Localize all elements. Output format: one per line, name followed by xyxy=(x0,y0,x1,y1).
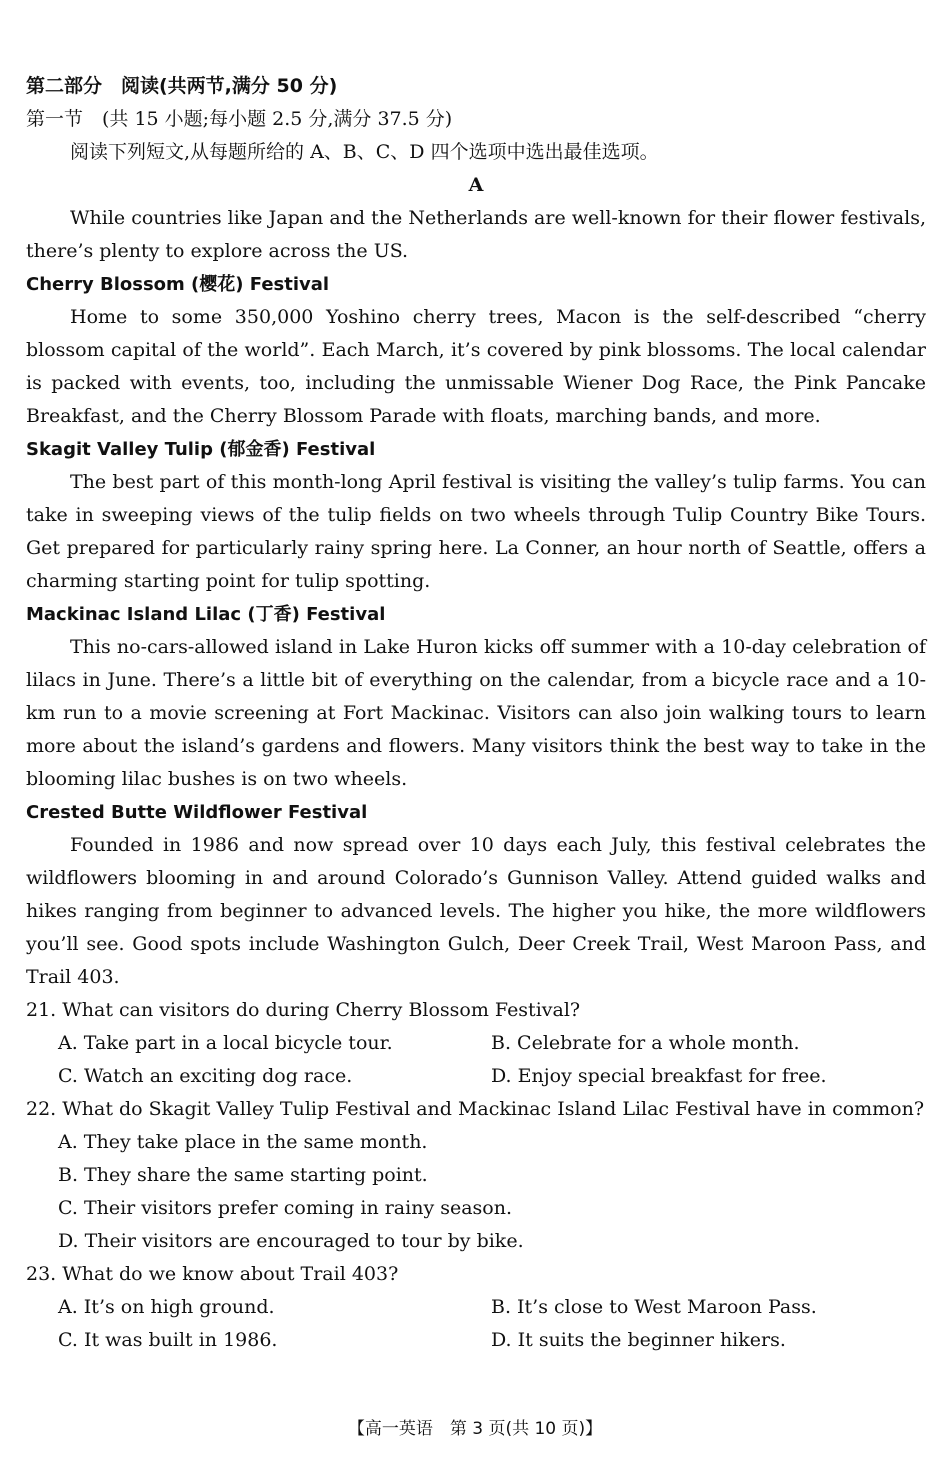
page-footer: 【高一英语 第 3 页(共 10 页)】 xyxy=(347,1419,603,1439)
question-21-options-row-1 xyxy=(26,1027,926,1060)
festival-body-cherry: Home to some 350,000 Yoshino cherry trees, Macon is the self-described “cherry blossom capital of the world”. Each March, it’s covered by pink blossoms. The local calendar is packed with events, too, including the unmissable Wiener Dog Race, the Pink Pancake Breakfast, and the Cherry Blossom Parade with floats, marching bands, and more. xyxy=(26,306,926,427)
question-23-options-row-1 xyxy=(26,1291,926,1324)
festival-title-cherry: Cherry Blossom (樱花) Festival xyxy=(26,274,330,295)
question-23: 23. What do we know about Trail 403? xyxy=(26,1263,399,1285)
festival-title-tulip: Skagit Valley Tulip (郁金香) Festival xyxy=(26,439,376,460)
q21-option-c: C. Watch an exciting dog race. xyxy=(58,1065,353,1087)
passage-label: A xyxy=(468,174,484,196)
festival-body-tulip: The best part of this month-long April festival is visiting the valley’s tulip farms. You can take in sweeping views of the tulip fields on two wheels through Tulip Country Bike Tours. Get prepared for particularly rainy spring here. La Conner, an hour north of Seattle, offers a charming starting point for tulip spotting. xyxy=(26,471,926,592)
q22-option-b: B. They share the same starting point. xyxy=(58,1164,428,1186)
question-22: 22. What do Skagit Valley Tulip Festival and Mackinac Island Lilac Festival have in common? xyxy=(26,1098,925,1120)
q23-option-d: D. It suits the beginner hikers. xyxy=(491,1329,786,1351)
section-title: 第一节 (共 15 小题;每小题 2.5 分,满分 37.5 分) xyxy=(26,108,453,130)
question-21-options-row-2 xyxy=(26,1060,926,1093)
q23-option-b: B. It’s close to West Maroon Pass. xyxy=(491,1296,817,1318)
instruction: 阅读下列短文,从每题所给的 A、B、C、D 四个选项中选出最佳选项。 xyxy=(70,141,659,163)
q21-option-d: D. Enjoy special breakfast for free. xyxy=(491,1065,827,1087)
q23-option-a: A. It’s on high ground. xyxy=(58,1296,275,1318)
q22-option-d: D. Their visitors are encouraged to tour by bike. xyxy=(58,1230,524,1252)
question-21: 21. What can visitors do during Cherry Blossom Festival? xyxy=(26,999,581,1021)
q22-option-a: A. They take place in the same month. xyxy=(58,1131,428,1153)
festival-body-wildflower: Founded in 1986 and now spread over 10 days each July, this festival celebrates the wildflowers blooming in and around Colorado’s Gunnison Valley. Attend guided walks and hikes ranging from beginner to advanced levels. The higher you hike, the more wildflowers you’ll see. Good spots include Washington Gulch, Deer Creek Trail, West Maroon Pass, and Trail 403. xyxy=(26,834,926,988)
page-content xyxy=(26,70,926,1357)
passage-intro: While countries like Japan and the Netherlands are well-known for their flower festivals, there’s plenty to explore across the US. xyxy=(26,207,926,262)
question-23-options-row-2 xyxy=(26,1324,926,1357)
q23-option-c: C. It was built in 1986. xyxy=(58,1329,278,1351)
part-title: 第二部分 阅读(共两节,满分 50 分) xyxy=(26,75,338,97)
q22-option-c: C. Their visitors prefer coming in rainy season. xyxy=(58,1197,513,1219)
festival-body-lilac: This no-cars-allowed island in Lake Huron kicks off summer with a 10-day celebration of lilacs in June. There’s a little bit of everything on the calendar, from a bicycle race and a 10-km run to a movie screening at Fort Mackinac. Visitors can also join walking tours to learn more about the island’s gardens and flowers. Many visitors think the best way to take in the blooming lilac bushes is on two wheels. xyxy=(26,636,926,790)
q21-option-a: A. Take part in a local bicycle tour. xyxy=(58,1032,393,1054)
q21-option-b: B. Celebrate for a whole month. xyxy=(491,1032,800,1054)
festival-title-lilac: Mackinac Island Lilac (丁香) Festival xyxy=(26,604,386,625)
festival-title-wildflower: Crested Butte Wildflower Festival xyxy=(26,802,368,823)
